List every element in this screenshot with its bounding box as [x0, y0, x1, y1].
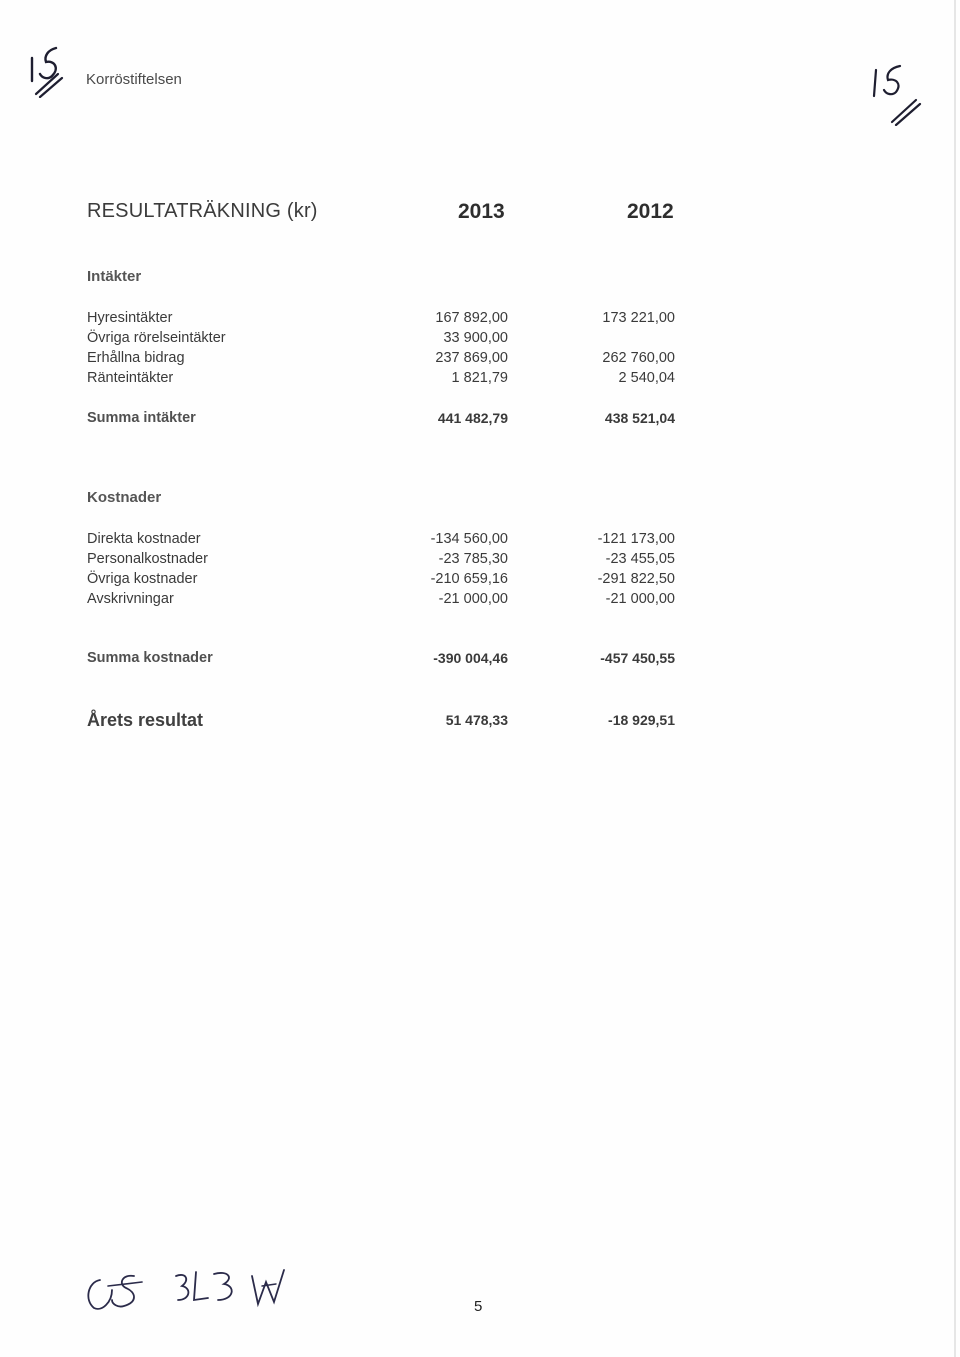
- cost-row-value-2013: -210 659,16: [430, 571, 508, 587]
- cost-row-label: Personalkostnader: [87, 551, 208, 567]
- costs-sum-2013: -390 004,46: [433, 650, 508, 666]
- income-sum-2012: 438 521,04: [604, 410, 675, 426]
- cost-row-value-2012: -291 822,50: [597, 571, 675, 587]
- income-sum-2013: 441 482,79: [437, 410, 508, 426]
- handwritten-initials: [78, 1256, 318, 1318]
- cost-row-value-2012: -121 173,00: [597, 531, 675, 547]
- income-row-value-2012: 2 540,04: [618, 370, 675, 386]
- costs-sum-label: Summa kostnader: [87, 650, 213, 666]
- page-edge: [954, 0, 956, 1357]
- income-row-value-2013: 1 821,79: [451, 370, 508, 386]
- income-row-label: Övriga rörelseintäkter: [87, 330, 226, 346]
- cost-row-label: Avskrivningar: [87, 591, 174, 607]
- income-row-label: Ränteintäkter: [87, 370, 174, 386]
- result-value-2013: 51 478,33: [445, 712, 508, 728]
- column-header-2013: 2013: [458, 200, 505, 223]
- income-row-label: Erhållna bidrag: [87, 350, 185, 366]
- income-row-value-2013: 237 869,00: [435, 350, 508, 366]
- cost-row-value-2012: -21 000,00: [605, 591, 675, 607]
- income-row-value-2013: 33 900,00: [443, 330, 508, 346]
- handwritten-page-mark-top-left: [22, 36, 72, 98]
- cost-row-value-2013: -23 785,30: [438, 551, 508, 567]
- income-row-label: Hyresintäkter: [87, 310, 173, 326]
- income-row-value-2012: 173 221,00: [602, 310, 675, 326]
- income-row-value-2013: 167 892,00: [435, 310, 508, 326]
- handwritten-page-mark-top-right: [866, 56, 924, 126]
- cost-row-label: Övriga kostnader: [87, 571, 198, 587]
- result-value-2012: -18 929,51: [608, 712, 675, 728]
- statement-title: RESULTATRÄKNING (kr): [87, 200, 318, 222]
- income-row-value-2012: 262 760,00: [602, 350, 675, 366]
- organization-name: Korröstiftelsen: [86, 71, 182, 88]
- cost-row-value-2012: -23 455,05: [605, 551, 675, 567]
- income-sum-label: Summa intäkter: [87, 410, 196, 426]
- cost-row-value-2013: -21 000,00: [438, 591, 508, 607]
- cost-row-value-2013: -134 560,00: [430, 531, 508, 547]
- page-number: 5: [474, 1298, 483, 1315]
- costs-heading: Kostnader: [87, 489, 162, 506]
- income-heading: Intäkter: [87, 268, 142, 285]
- costs-sum-2012: -457 450,55: [600, 650, 675, 666]
- result-label: Årets resultat: [87, 710, 204, 730]
- column-header-2012: 2012: [627, 200, 674, 223]
- cost-row-label: Direkta kostnader: [87, 531, 201, 547]
